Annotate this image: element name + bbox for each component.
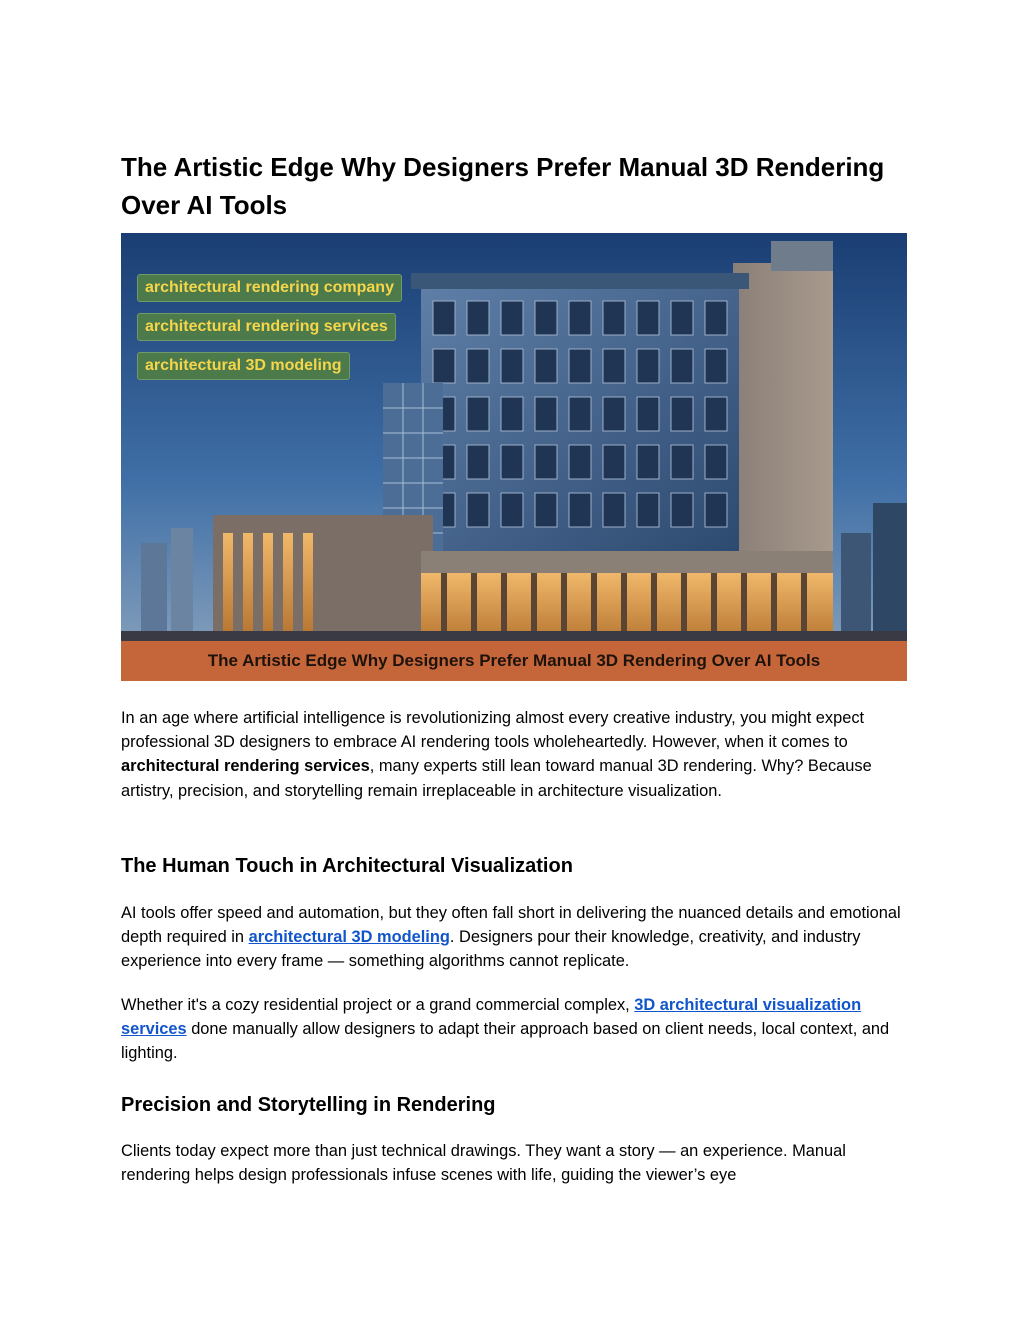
hero-tag: architectural 3D modeling [137,352,350,380]
intro-paragraph [121,706,907,803]
paragraph-text: done manually allow designers to adapt their approach based on client needs, local context, and lighting. [121,1020,890,1063]
intro-text: , many experts still lean toward manual 3D rendering. Why? Because artistry, precision, and storytelling remain irreplaceable in architecture visualization. [121,757,872,800]
link-3d-architectural-visualization-services[interactable]: 3D architectural visualization services [121,996,862,1039]
hero-tag-list [137,274,402,391]
section1-paragraph-2 [121,993,907,1066]
link-architectural-3d-modeling[interactable]: architectural 3D modeling [248,928,450,947]
paragraph-text: AI tools offer speed and automation, but they often fall short in delivering the nuanced details and emotional depth required in [121,904,901,947]
section-heading-human-touch: The Human Touch in Architectural Visualization [121,855,573,877]
hero-tag: architectural rendering company [137,274,402,302]
intro-text: In an age where artificial intelligence is revolutionizing almost every creative industry, you might expect professional 3D designers to embrace AI rendering tools wholeheartedly. However, when it comes to [121,709,865,752]
paragraph-text: Whether it's a cozy residential project or a grand commercial complex, [121,996,635,1014]
section1-paragraph-1 [121,901,907,974]
section2-paragraph-1: Clients today expect more than just technical drawings. They want a story — an experience. Manual rendering helps design professionals infuse scenes with life, guiding the viewer’s eye [121,1142,846,1185]
section-heading-precision: Precision and Storytelling in Rendering [121,1094,496,1116]
hero-caption: The Artistic Edge Why Designers Prefer Manual 3D Rendering Over AI Tools [121,641,907,681]
intro-bold-phrase: architectural rendering services [121,757,370,776]
paragraph-text: . Designers pour their knowledge, creativity, and industry experience into every frame — something algorithms cannot replicate. [121,928,861,971]
hero-image [121,233,907,681]
hero-tag: architectural rendering services [137,313,396,341]
page-title: The Artistic Edge Why Designers Prefer Manual 3D Rendering Over AI Tools [121,152,885,220]
